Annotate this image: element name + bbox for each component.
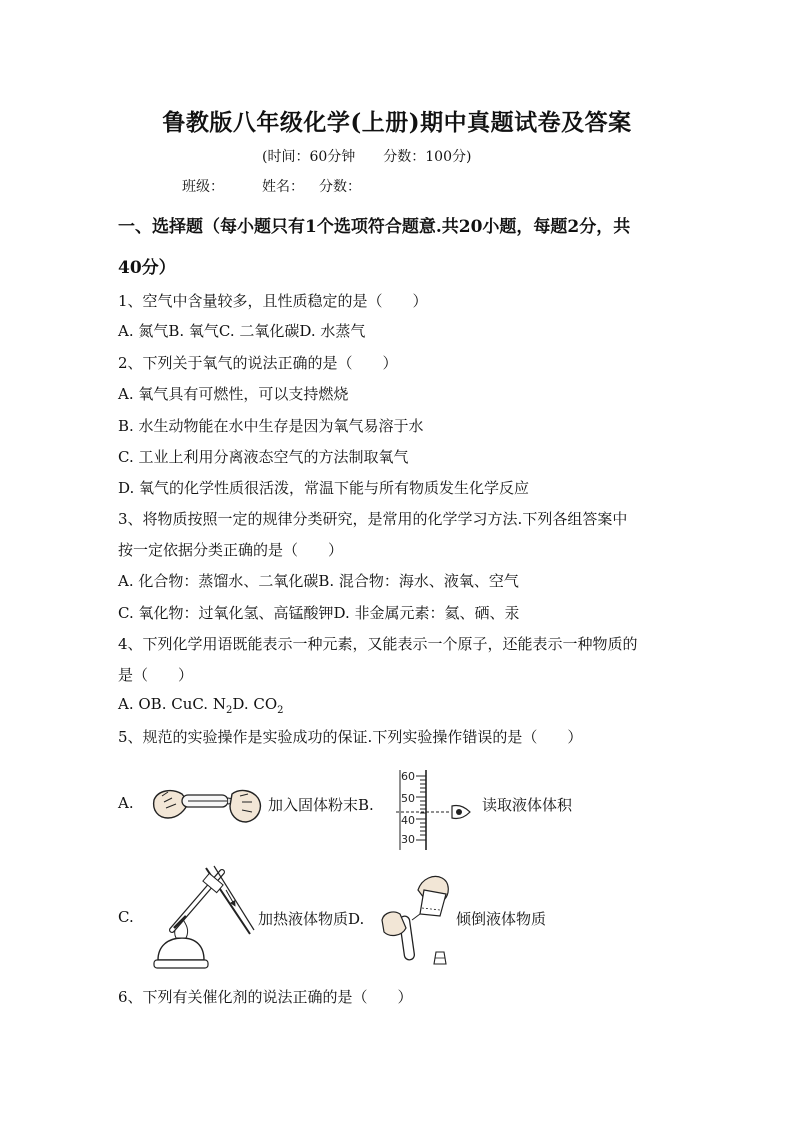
class-label: 班级：: [182, 179, 224, 195]
name-label: 姓名：: [262, 179, 304, 195]
q4-options-mid: D. CO: [232, 695, 278, 713]
heating-test-tube-illustration: [146, 860, 256, 976]
q5-option-a-label: A.: [118, 794, 134, 812]
q4-options-prefix: A. OB. CuC. N: [118, 695, 226, 713]
q4-subscript-1: 2: [225, 705, 233, 716]
q1-options: A. 氮气B. 氧气C. 二氧化碳D. 水蒸气: [118, 322, 366, 340]
q3-stem-line2: 按一定依据分类正确的是（ ）: [118, 541, 344, 559]
q4-options: [118, 695, 284, 716]
q3-options-ab: A. 化合物：蒸馏水、二氧化碳B. 混合物：海水、液氧、空气: [118, 572, 519, 590]
q4-stem-line2: 是（ ）: [118, 666, 194, 684]
q5-option-a-text: 加入固体粉末B.: [268, 796, 374, 814]
q5-stem: 5、规范的实验操作是实验成功的保证.下列实验操作错误的是（ ）: [118, 728, 583, 746]
pouring-liquid-illustration: [378, 868, 458, 974]
exam-info: (时间：60分钟 分数：100分): [262, 149, 472, 165]
section-heading-line1: 一、选择题（每小题只有1个选项符合题意.共20小题，每题2分，共: [118, 217, 631, 237]
q4-subscript-2: 2: [277, 705, 284, 716]
q2-option-d: D. 氧气的化学性质很活泼，常温下能与所有物质发生化学反应: [118, 479, 530, 497]
q2-option-a: A. 氧气具有可燃性，可以支持燃烧: [118, 385, 349, 403]
test-tube-powder-illustration: [148, 780, 266, 828]
q5-option-c-text: 加热液体物质D.: [258, 910, 365, 928]
score-label: 分数：: [319, 179, 361, 195]
page-title: 鲁教版八年级化学(上册)期中真题试卷及答案: [162, 109, 632, 136]
q5-option-b-text: 读取液体体积: [482, 796, 573, 814]
section-heading-line2: 40分）: [118, 258, 176, 278]
q6-stem: 6、下列有关催化剂的说法正确的是（ ）: [118, 988, 413, 1006]
measuring-cylinder-illustration: [378, 766, 478, 852]
q5-option-d-text: 倾倒液体物质: [456, 910, 547, 928]
cylinder-tick-40: 40: [401, 814, 415, 827]
cylinder-tick-30: 30: [401, 833, 415, 846]
q5-option-c-label: C.: [118, 908, 134, 926]
q3-stem-line1: 3、将物质按照一定的规律分类研究，是常用的化学学习方法.下列各组答案中: [118, 510, 628, 528]
q2-option-b: B. 水生动物能在水中生存是因为氧气易溶于水: [118, 417, 424, 435]
q3-options-cd: C. 氧化物：过氧化氢、高锰酸钾D. 非金属元素：氦、硒、汞: [118, 604, 520, 622]
q4-stem-line1: 4、下列化学用语既能表示一种元素，又能表示一个原子，还能表示一种物质的: [118, 635, 638, 653]
cylinder-tick-60: 60: [401, 770, 415, 783]
q1-stem: 1、空气中含量较多，且性质稳定的是（ ）: [118, 292, 428, 310]
cylinder-tick-50: 50: [401, 792, 415, 805]
q2-stem: 2、下列关于氧气的说法正确的是（ ）: [118, 354, 398, 372]
q2-option-c: C. 工业上利用分离液态空气的方法制取氧气: [118, 448, 409, 466]
